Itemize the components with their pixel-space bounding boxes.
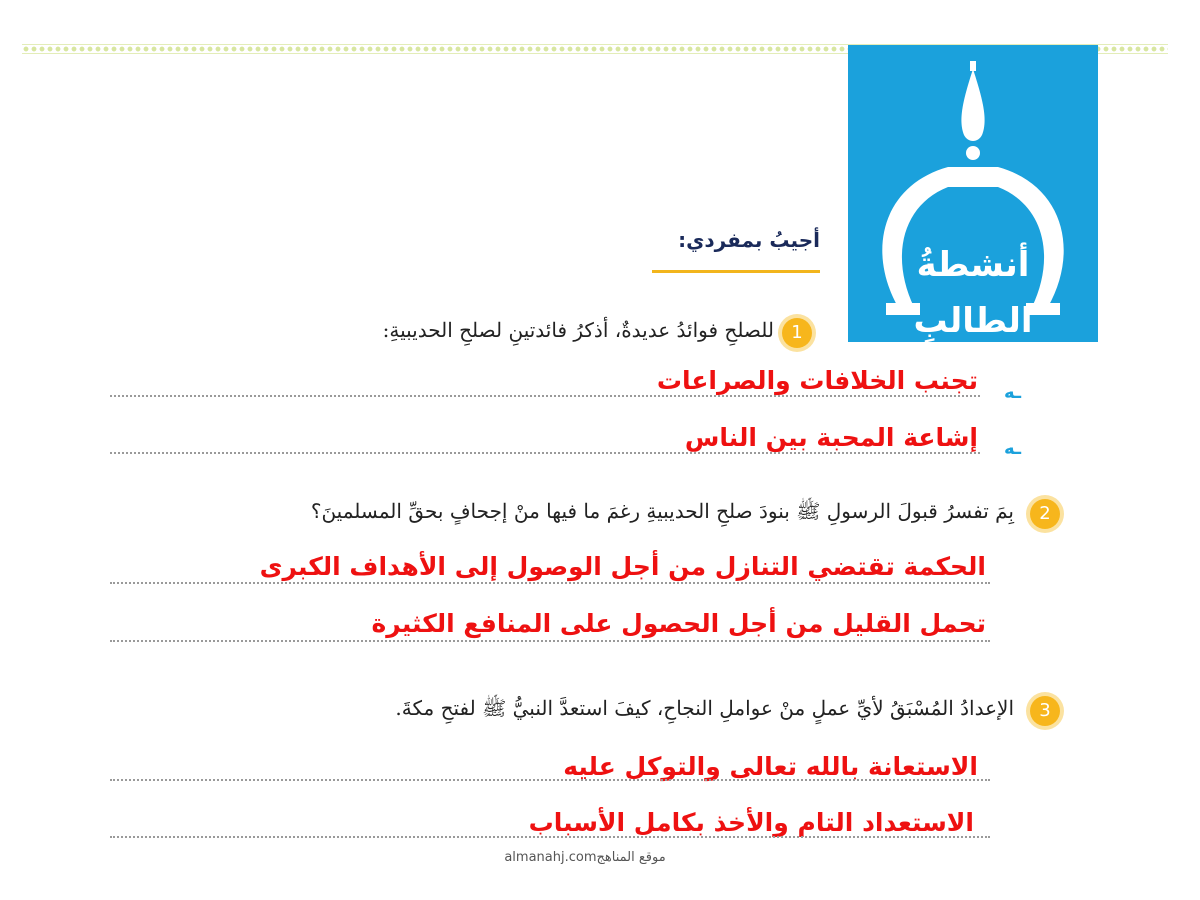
question-3-answer-2: الاستعداد التام والأخذ بكامل الأسباب [528, 808, 974, 837]
site-watermark: almanahj.comموقع المناهج [504, 850, 666, 865]
answer-line [110, 640, 990, 642]
question-2-answer-2: تحمل القليل من أجل الحصول على المنافع الكثيرة [371, 609, 986, 638]
bullet-icon: ـه [1004, 438, 1022, 459]
question-number-3: 3 [1030, 696, 1060, 726]
question-1-text: للصلحِ فوائدُ عديدةٌ، أذكرُ فائدتينِ لصلحِ الحديبيةِ: [382, 318, 774, 342]
answer-line [110, 779, 990, 781]
question-1-answer-2: إشاعة المحبة بين الناس [684, 423, 978, 452]
question-2-text: بِمَ تفسرُ قبولَ الرسولِ ﷺ بنودَ صلحِ الحديبيةِ رغمَ ما فيها منْ إجحافٍ بحقِّ المسلمينَ؟ [310, 499, 1014, 523]
answer-line [110, 582, 990, 584]
answer-line [110, 836, 990, 838]
arch-icon [848, 45, 1098, 342]
instruction-underline [652, 270, 820, 273]
question-3-answer-1: الاستعانة بالله تعالى والتوكل عليه [563, 752, 978, 781]
bullet-icon: ـه [1004, 382, 1022, 403]
badge-title-line1: أنشطةُ [916, 245, 1030, 285]
question-1-answer-1: تجنب الخلافات والصراعات [656, 366, 978, 395]
student-activities-badge [848, 45, 1098, 342]
badge-title-line2: الطالبِ [913, 301, 1033, 341]
question-2-answer-1: الحكمة تقتضي التنازل من أجل الوصول إلى الأهداف الكبرى [259, 552, 986, 581]
instruction-heading: أجيبُ بمفردي: [678, 228, 820, 252]
answer-line [110, 395, 980, 397]
question-3-text: الإعدادُ المُسْبَقُ لأيِّ عملٍ منْ عواملِ النجاحِ، كيفَ استعدَّ النبيُّ ﷺ لفتحِ مكةَ. [395, 696, 1014, 720]
question-number-1: 1 [782, 318, 812, 348]
question-number-2: 2 [1030, 499, 1060, 529]
answer-line [110, 452, 980, 454]
